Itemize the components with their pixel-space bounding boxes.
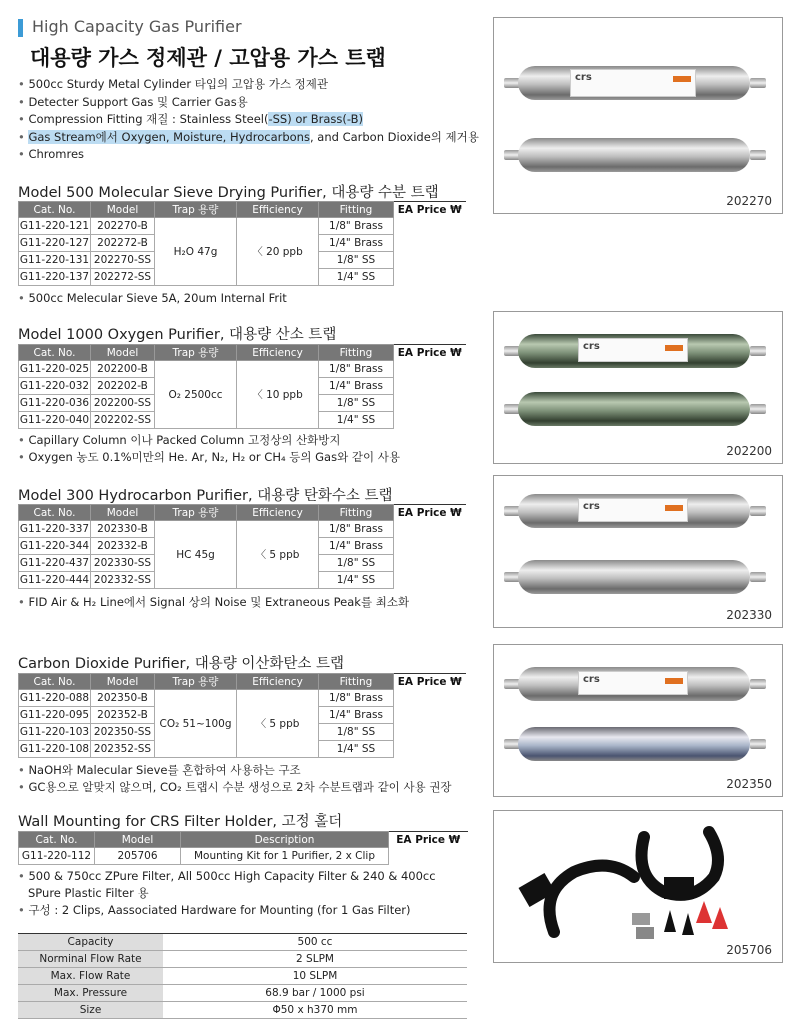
product-label [570,69,696,97]
col-header: Cat. No. [19,832,95,848]
cat-no: G11-220-032 [19,378,91,395]
section-title-oxygen: Model 1000 Oxygen Purifier, 대용량 산소 트랩 [18,327,337,343]
model: 202350-SS [91,724,155,741]
page-title: 대용량 가스 정제관 / 고압용 가스 트랩 [30,46,386,70]
table-row [18,1002,467,1019]
anchor-icon [682,913,694,935]
price-cell [394,378,466,395]
note [18,449,488,466]
notes-mounting [18,868,488,919]
arrow-icon [665,345,683,351]
section-title-drying: Model 500 Molecular Sieve Drying Purifier, 대용량 수분 트랩 [18,185,439,201]
trap-capacity: HC 45g [155,521,237,589]
product-photo-202200 [493,311,783,464]
table-row [18,968,467,985]
table-row [19,848,468,865]
fitting: 1/4" SS [319,269,394,286]
col-header: Model [91,674,155,690]
col-header: Fitting [319,505,394,521]
highlighted-text: Gas Stream에서 Oxygen, Moisture, Hydrocarbons [28,129,310,144]
cat-no: G11-220-040 [19,412,91,429]
intro-bullet [18,146,488,164]
product-label [578,338,688,362]
trap-capacity: H₂O 47g [155,218,237,286]
note-text: Oxygen 농도 0.1%미만의 He. Ar, N₂, H₂ or CH₄ 등의 Gas와 같이 사용 [28,450,400,464]
note-text: FID Air & H₂ Line에서 Signal 상의 Noise 및 Extraneous Peak를 최소화 [28,595,410,609]
fitting: 1/4" Brass [319,707,394,724]
prop-value: 10 SLPM [163,968,467,985]
col-header: Trap 용량 [155,505,237,521]
cat-no: G11-220-088 [19,690,91,707]
spec-table-co2 [18,673,466,758]
description: Mounting Kit for 1 Purifier, 2 x Clip [181,848,389,865]
prop-key: Max. Flow Rate [18,968,163,985]
bullet-text: , and Carbon Dioxide의 제거용 [309,129,479,144]
prop-key: Capacity [18,934,163,951]
price-cell [394,538,466,555]
note-text: NaOH와 Malecular Sieve를 혼합하여 사용하는 구조 [28,763,301,777]
fitting-icon [750,150,766,160]
col-header: Efficiency [237,202,319,218]
table-row [18,951,467,968]
price-cell [394,690,466,707]
price-cell [394,555,466,572]
model: 202352-B [91,707,155,724]
model: 205706 [95,848,181,865]
col-header: Model [91,202,155,218]
table-row [19,690,466,707]
cat-no: G11-220-112 [19,848,95,865]
fitting: 1/4" Brass [319,538,394,555]
cat-no: G11-220-131 [19,252,91,269]
page-subtitle: High Capacity Gas Purifier [32,17,242,36]
fitting: 1/4" Brass [319,235,394,252]
cat-no: G11-220-127 [19,235,91,252]
bullet-text: 500cc Sturdy Metal Cylinder 타입의 고압용 가스 정제관 [28,77,328,91]
col-header: Fitting [319,674,394,690]
col-header: Trap 용량 [155,674,237,690]
brand-logo: crs [575,72,592,83]
clip-holder-icon [514,817,764,957]
price-cell [394,741,466,758]
properties-table [18,933,467,1019]
efficiency: 〈 5 ppb [237,521,319,589]
note-text: 500cc Melecular Sieve 5A, 20um Internal Frit [28,291,287,305]
fitting-icon [750,346,766,356]
note-text: Capillary Column 이나 Packed Column 고정상의 산화방지 [28,433,341,447]
brand-logo: crs [583,341,600,352]
model: 202332-SS [91,572,155,589]
note-text: GC용으로 알맞지 않으며, CO₂ 트랩시 수분 생성으로 2차 수분트랩과 같이 사용 권장 [28,780,452,794]
cylinder-image [518,392,750,426]
model: 202200-SS [91,395,155,412]
note-continued [18,885,488,902]
prop-key: Size [18,1002,163,1019]
note [18,432,488,449]
notes-oxygen [18,432,488,466]
price-cell [394,521,466,538]
clip-shape [550,866,635,932]
cat-no: G11-220-095 [19,707,91,724]
efficiency: 〈 10 ppb [237,361,319,429]
bullet-text: Compression Fitting 재질 : Stainless Steel( [28,112,269,126]
spec-table-hydrocarbon [18,504,466,589]
fitting-icon [750,78,766,88]
fitting: 1/8" Brass [319,521,394,538]
model: 202270-B [91,218,155,235]
fitting: 1/4" SS [319,412,394,429]
spec-table-oxygen [18,344,466,429]
note-text: SPure Plastic Filter 용 [28,886,149,900]
model: 202352-SS [91,741,155,758]
note [18,290,488,307]
model: 202332-B [91,538,155,555]
photo-code: 202350 [726,777,772,791]
table-row [19,521,466,538]
price-cell [394,269,466,286]
note [18,594,488,611]
price-cell [394,235,466,252]
clip-base [664,877,694,899]
product-photo-202270 [493,17,783,214]
product-photo-202350 [493,644,783,797]
col-header: Model [91,345,155,361]
fitting: 1/8" SS [319,252,394,269]
intro-bullet [18,111,488,129]
photo-code: 202200 [726,444,772,458]
fitting: 1/8" SS [319,395,394,412]
price-cell [394,361,466,378]
fitting: 1/8" Brass [319,690,394,707]
price-cell [394,395,466,412]
price-cell [389,848,468,865]
col-header: Cat. No. [19,505,91,521]
price-cell [394,724,466,741]
fitting-icon [750,506,766,516]
table-row [19,218,466,235]
col-header: Efficiency [237,674,319,690]
cat-no: G11-220-337 [19,521,91,538]
spec-table-mounting [18,831,468,865]
table-row [18,934,467,951]
intro-bullet [18,94,488,112]
notes-drying [18,290,488,307]
prop-value: 2 SLPM [163,951,467,968]
notes-hydrocarbon [18,594,488,611]
fitting-icon [750,739,766,749]
fitting-icon [750,404,766,414]
brand-logo: crs [583,674,600,685]
fitting-icon [750,679,766,689]
arrow-icon [665,505,683,511]
prop-value: Φ50 x h370 mm [163,1002,467,1019]
cylinder-image [518,560,750,594]
cat-no: G11-220-437 [19,555,91,572]
product-label [578,671,688,695]
col-header: Efficiency [237,345,319,361]
product-photo-202330 [493,475,783,628]
cat-no: G11-220-036 [19,395,91,412]
prop-key: Max. Pressure [18,985,163,1002]
product-label [578,498,688,522]
table-row [19,361,466,378]
product-photo-205706 [493,810,783,963]
model: 202202-SS [91,412,155,429]
col-header-price: EA Price ₩ [394,345,466,361]
model: 202350-B [91,690,155,707]
fitting: 1/4" SS [319,741,394,758]
col-header: Cat. No. [19,202,91,218]
brand-logo: crs [583,501,600,512]
photo-code: 202330 [726,608,772,622]
trap-capacity: O₂ 2500cc [155,361,237,429]
header-accent-bar [18,19,23,37]
arrow-icon [673,76,691,82]
cat-no: G11-220-344 [19,538,91,555]
cylinder-image [518,727,750,761]
fitting: 1/8" Brass [319,218,394,235]
note [18,868,488,885]
prop-value: 500 cc [163,934,467,951]
cat-no: G11-220-108 [19,741,91,758]
photo-code: 205706 [726,943,772,957]
fitting: 1/8" Brass [319,361,394,378]
intro-bullet [18,129,488,147]
arrow-icon [665,678,683,684]
price-cell [394,707,466,724]
col-header: Fitting [319,202,394,218]
col-header-price: EA Price ₩ [389,832,468,848]
cat-no: G11-220-103 [19,724,91,741]
fitting: 1/4" SS [319,572,394,589]
price-cell [394,572,466,589]
photo-code: 202270 [726,194,772,208]
col-header: Efficiency [237,505,319,521]
trap-capacity: CO₂ 51~100g [155,690,237,758]
anchor-icon [664,910,676,932]
note-text: 500 & 750cc ZPure Filter, All 500cc High Capacity Filter & 240 & 400cc [28,869,436,883]
col-header: Trap 용량 [155,202,237,218]
prop-value: 68.9 bar / 1000 psi [163,985,467,1002]
table-row [18,985,467,1002]
intro-bullets [18,76,488,164]
col-header: Cat. No. [19,345,91,361]
screw-icon [636,927,654,939]
fitting: 1/8" SS [319,724,394,741]
model: 202200-B [91,361,155,378]
cat-no: G11-220-444 [19,572,91,589]
fitting: 1/4" Brass [319,378,394,395]
cat-no: G11-220-137 [19,269,91,286]
model: 202202-B [91,378,155,395]
price-cell [394,412,466,429]
efficiency: 〈 5 ppb [237,690,319,758]
note [18,762,488,779]
col-header-price: EA Price ₩ [394,202,466,218]
col-header: Fitting [319,345,394,361]
cat-no: G11-220-025 [19,361,91,378]
col-header: Model [91,505,155,521]
note [18,902,488,919]
model: 202330-B [91,521,155,538]
col-header: Model [95,832,181,848]
note [18,779,488,796]
col-header: Cat. No. [19,674,91,690]
section-title-mounting: Wall Mounting for CRS Filter Holder, 고정 홀더 [18,814,343,830]
fitting: 1/8" SS [319,555,394,572]
efficiency: 〈 20 ppb [237,218,319,286]
model: 202272-B [91,235,155,252]
col-header: Trap 용량 [155,345,237,361]
price-cell [394,218,466,235]
bullet-text: Chromres [28,147,85,161]
anchor-icon [696,901,712,923]
fitting-icon [750,572,766,582]
col-header-price: EA Price ₩ [394,674,466,690]
highlighted-text: -SS) or Brass(-B) [268,112,364,126]
spec-table-drying [18,201,466,286]
bullet-text: Detecter Support Gas 및 Carrier Gas용 [28,94,248,109]
intro-bullet [18,76,488,94]
section-title-hydrocarbon: Model 300 Hydrocarbon Purifier, 대용량 탄화수소 트랩 [18,488,393,504]
cat-no: G11-220-121 [19,218,91,235]
price-cell [394,252,466,269]
model: 202272-SS [91,269,155,286]
cylinder-image [518,138,750,172]
model: 202270-SS [91,252,155,269]
col-header-price: EA Price ₩ [394,505,466,521]
col-header: Description [181,832,389,848]
section-title-co2: Carbon Dioxide Purifier, 대용량 이산화탄소 트랩 [18,656,344,672]
prop-key: Norminal Flow Rate [18,951,163,968]
anchor-icon [712,907,728,929]
model: 202330-SS [91,555,155,572]
notes-co2 [18,762,488,796]
note-text: 구성 : 2 Clips, Aassociated Hardware for Mounting (for 1 Gas Filter) [28,903,411,917]
screw-icon [632,913,650,925]
